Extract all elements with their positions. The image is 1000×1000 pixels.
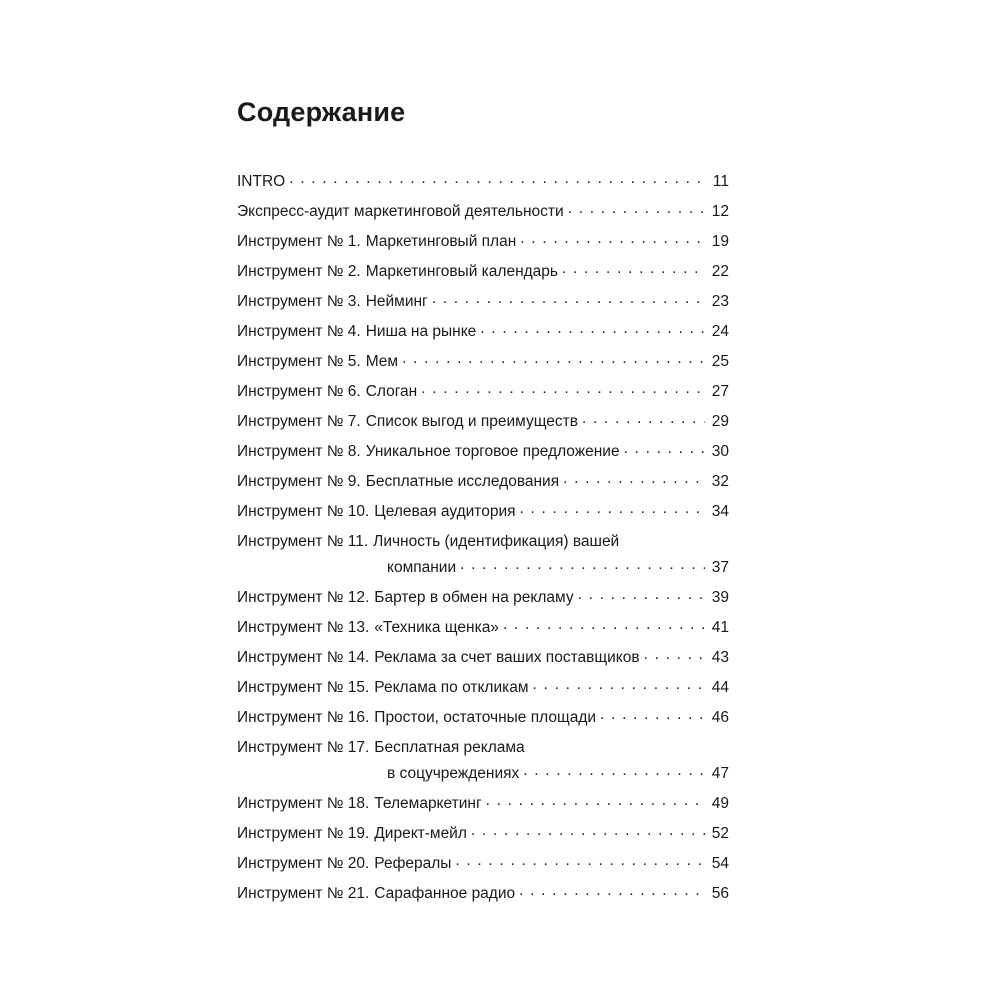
toc-entry-page-number: 19 [711,233,729,250]
toc-entry-label: Реклама за счет ваших поставщиков [374,649,640,666]
toc-entry-prefix: Инструмент № 7. [237,413,361,430]
toc-entry-label: Бесплатная реклама [374,739,525,756]
toc-entry[interactable] [237,257,729,287]
toc-entry[interactable] [237,167,729,197]
toc-entry-prefix: Инструмент № 21. [237,885,370,902]
toc-entry-second-line [237,761,729,787]
toc-entry[interactable] [237,497,729,527]
toc-entry[interactable] [237,879,729,909]
page-title: Содержание [237,97,406,127]
toc-leader-dots [568,202,705,216]
toc-entry-page-number: 32 [711,473,729,490]
toc-entry-label: Директ-мейл [374,825,467,842]
toc-leader-dots [486,794,705,808]
toc-entry-page-number: 44 [711,679,729,696]
toc-entry[interactable] [237,437,729,467]
toc-leader-dots [455,854,705,868]
toc-entry-first-line [237,529,729,555]
toc-entry-page-number: 52 [711,825,729,842]
toc-entry[interactable] [237,467,729,497]
toc-leader-dots [578,588,705,602]
toc-entry-prefix: Инструмент № 16. [237,709,370,726]
toc-entry-second-line [237,555,729,581]
toc-entry-label: Личность (идентификация) вашей [373,533,620,550]
toc-leader-dots [421,382,705,396]
toc-leader-dots [480,322,705,336]
toc-entry-page-number: 39 [711,589,729,606]
toc-entry-page-number: 27 [711,383,729,400]
toc-entry-page-number: 34 [711,503,729,520]
toc-entry[interactable] [237,583,729,613]
toc-entry[interactable] [237,347,729,377]
toc-leader-dots [520,502,705,516]
toc-leader-dots [471,824,705,838]
toc-leader-dots [432,292,705,306]
toc-leader-dots [624,442,705,456]
toc-list [237,167,729,909]
toc-entry-label: INTRO [237,173,286,190]
toc-entry[interactable] [237,317,729,347]
toc-entry-prefix: Инструмент № 18. [237,795,370,812]
toc-entry[interactable] [237,733,729,789]
toc-leader-dots [562,262,705,276]
toc-entry-page-number: 54 [711,855,729,872]
toc-entry-page-number: 23 [711,293,729,310]
toc-entry-page-number: 22 [711,263,729,280]
toc-leader-dots [520,232,705,246]
toc-entry-label: Реклама по откликам [374,679,529,696]
toc-entry-page-number: 41 [711,619,729,636]
toc-entry-label: Сарафанное радио [374,885,516,902]
toc-entry[interactable] [237,613,729,643]
toc-entry-prefix: Инструмент № 4. [237,323,361,340]
toc-entry-label: Маркетинговый календарь [365,263,558,280]
toc-leader-dots [289,172,705,186]
toc-entry-prefix: Инструмент № 11. [237,533,369,550]
toc-entry-prefix: Инструмент № 5. [237,353,361,370]
toc-entry[interactable] [237,703,729,733]
toc-entry-page-number: 49 [711,795,729,812]
toc-entry-label: Экспресс-аудит маркетинговой деятельности [237,203,564,220]
toc-leader-dots [402,352,705,366]
toc-entry-page-number: 47 [711,765,729,782]
toc-entry-prefix: Инструмент № 19. [237,825,370,842]
toc-leader-dots [519,884,705,898]
toc-entry[interactable] [237,227,729,257]
toc-entry[interactable] [237,673,729,703]
toc-entry-page-number: 24 [711,323,729,340]
toc-entry-page-number: 37 [711,559,729,576]
toc-entry-prefix: Инструмент № 17. [237,739,370,756]
toc-entry-page-number: 25 [711,353,729,370]
toc-entry-prefix: Инструмент № 8. [237,443,361,460]
toc-entry-label: Целевая аудитория [374,503,516,520]
toc-entry[interactable] [237,287,729,317]
toc-entry-page-number: 56 [711,885,729,902]
toc-page [237,92,729,909]
toc-entry-label: Список выгод и преимуществ [365,413,579,430]
toc-entry-label: Рефералы [374,855,452,872]
toc-leader-dots [582,412,705,426]
toc-leader-dots [533,678,705,692]
toc-entry-prefix: Инструмент № 2. [237,263,361,280]
toc-entry-prefix: Инструмент № 20. [237,855,370,872]
toc-entry[interactable] [237,527,729,583]
toc-entry[interactable] [237,819,729,849]
toc-entry-prefix: Инструмент № 15. [237,679,370,696]
toc-entry[interactable] [237,407,729,437]
toc-entry-prefix: Инструмент № 13. [237,619,370,636]
toc-leader-dots [503,618,705,632]
toc-leader-dots [563,472,705,486]
toc-entry-label: Бартер в обмен на рекламу [374,589,574,606]
toc-entry-label: Маркетинговый план [365,233,517,250]
toc-entry-page-number: 11 [712,173,729,190]
toc-entry[interactable] [237,377,729,407]
toc-entry[interactable] [237,197,729,227]
toc-entry-prefix: Инструмент № 1. [237,233,361,250]
toc-entry-page-number: 12 [711,203,729,220]
toc-entry-page-number: 30 [711,443,729,460]
toc-entry-prefix: Инструмент № 9. [237,473,361,490]
toc-entry-page-number: 43 [711,649,729,666]
toc-entry-prefix: Инструмент № 14. [237,649,370,666]
toc-entry-label: «Техника щенка» [374,619,499,636]
toc-entry[interactable] [237,643,729,673]
toc-entry-prefix: Инструмент № 3. [237,293,361,310]
toc-leader-dots [600,708,705,722]
toc-entry-first-line [237,735,729,761]
toc-entry-label-continued: компании [387,559,457,576]
toc-entry-label: Слоган [365,383,418,400]
toc-entry-prefix: Инструмент № 12. [237,589,370,606]
toc-leader-dots [460,558,705,572]
toc-entry-label: Мем [365,353,399,370]
toc-entry-page-number: 46 [711,709,729,726]
toc-entry-label: Нейминг [365,293,428,310]
toc-entry-label: Бесплатные исследования [365,473,560,490]
toc-entry-label: Простои, остаточные площади [374,709,597,726]
toc-entry[interactable] [237,849,729,879]
toc-leader-dots [644,648,705,662]
toc-entry-prefix: Инструмент № 6. [237,383,361,400]
toc-entry-label: Ниша на рынке [365,323,477,340]
toc-leader-dots [523,764,705,778]
toc-entry-prefix: Инструмент № 10. [237,503,370,520]
toc-entry-page-number: 29 [711,413,729,430]
toc-entry[interactable] [237,789,729,819]
toc-entry-label: Уникальное торговое предложение [365,443,620,460]
toc-entry-label-continued: в соцучреждениях [387,765,520,782]
toc-entry-label: Телемаркетинг [374,795,482,812]
